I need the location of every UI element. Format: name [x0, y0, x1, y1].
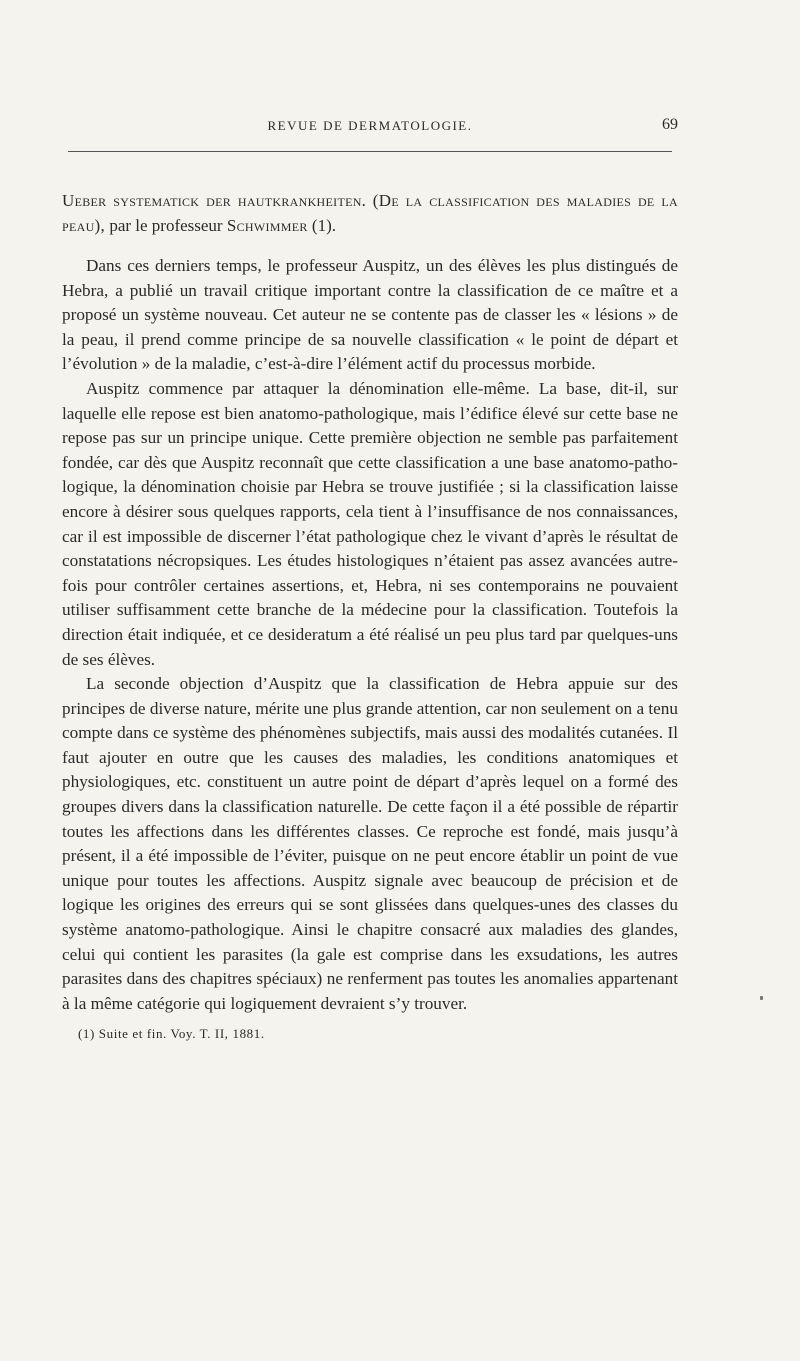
running-title: REVUE DE DERMATOLOGIE.: [267, 118, 473, 133]
document-page: [62, 118, 678, 1042]
article-body: [62, 254, 678, 1016]
ink-speck: [760, 996, 763, 1000]
title-german: Ueber systematick der hautkrankheiten.: [62, 191, 367, 210]
title-byline: par le professeur: [109, 216, 223, 235]
author-name: Schwimmer: [226, 216, 308, 235]
footnote: (1) Suite et fin. Voy. T. II, 1881.: [78, 1026, 265, 1042]
page-number: 69: [662, 116, 678, 133]
header-rule: [68, 151, 672, 152]
footnote-reference: (1).: [311, 216, 336, 235]
article-title: [62, 188, 678, 238]
running-header: [62, 118, 678, 142]
paragraph: Dans ces derniers temps, le professeur Auspitz, un des élèves les plus distingués de Hebra, a publié un travail critique important contre la classification de ce maître et a proposé un système nouveau. Cet auteur ne se contente pas de classer les « lésions » de la peau, il prend comme principe de sa nouvelle classification « le point de départ et l’évolution » de la maladie, c’est-à-dire l’élément actif du processus morbide.: [62, 256, 678, 374]
paragraph: La seconde objection d’Auspitz que la classification de Hebra appuie sur des principes de diverse nature, mérite une plus grande attention, car non seulement on a tenu compte dans ce système des phénomènes subjectifs, mais aussi des modalités cutanées. Il faut ajouter en outre que les causes des maladies, les conditions anatomiques et physiologiques, etc. constituent un autre point de départ d’après lequel on a formé des groupes divers dans la classification naturelle. De cette façon il a été possible de répartir toutes les affections dans les différentes classes. Ce reproche est fondé, mais jusqu’à présent, il a été impossible de l’éviter, puisque on ne peut encore établir un point de vue unique pour toutes les affections. Auspitz signale avec beaucoup de précision et de logique les origines des erreurs qui se sont glissées dans quelques-unes des classes du système anatomo-pathologique. Ainsi le chapitre consacré aux maladies des glandes, celui qui contient les parasites (la gale est comprise dans les exsudations, les autres parasites dans des chapitres spéciaux) ne renferment pas toutes les anomalies appartenant à la même catégorie qui logiquement devraient s’y trouver.: [62, 674, 678, 1013]
paragraph: Auspitz commence par attaquer la dénomination elle-même. La base, dit-il, sur laquelle elle repose est bien anatomo-pathologique, mais l’édifice élevé sur cette base ne repose pas sur un principe unique. Cette première objection ne semble pas parfaitement fondée, car dès que Auspitz reconnaît que cette classification a une base anatomo-pathologique, la dénomination choisie par Hebra se trouve justifiée ; si la classification laisse encore à désirer sous quelques rapports, cela tient à l’insuffisance de nos connaissances, car il est impossible de discerner l’état pathologique chez le vivant d’après le résultat de constatations nécropsiques. Les études histologiques n’étaient pas assez avancées autrefois pour contrôler certaines assertions, et, Hebra, ni ses contemporains ne pouvaient utiliser suffisamment cette branche de la médecine pour la classification. Toutefois la direction était indiquée, et ce desideratum a été réalisé un peu plus tard par quelques-uns de ses élèves.: [62, 378, 678, 669]
title-french: (De la classification des maladies de la peau),: [62, 191, 678, 235]
